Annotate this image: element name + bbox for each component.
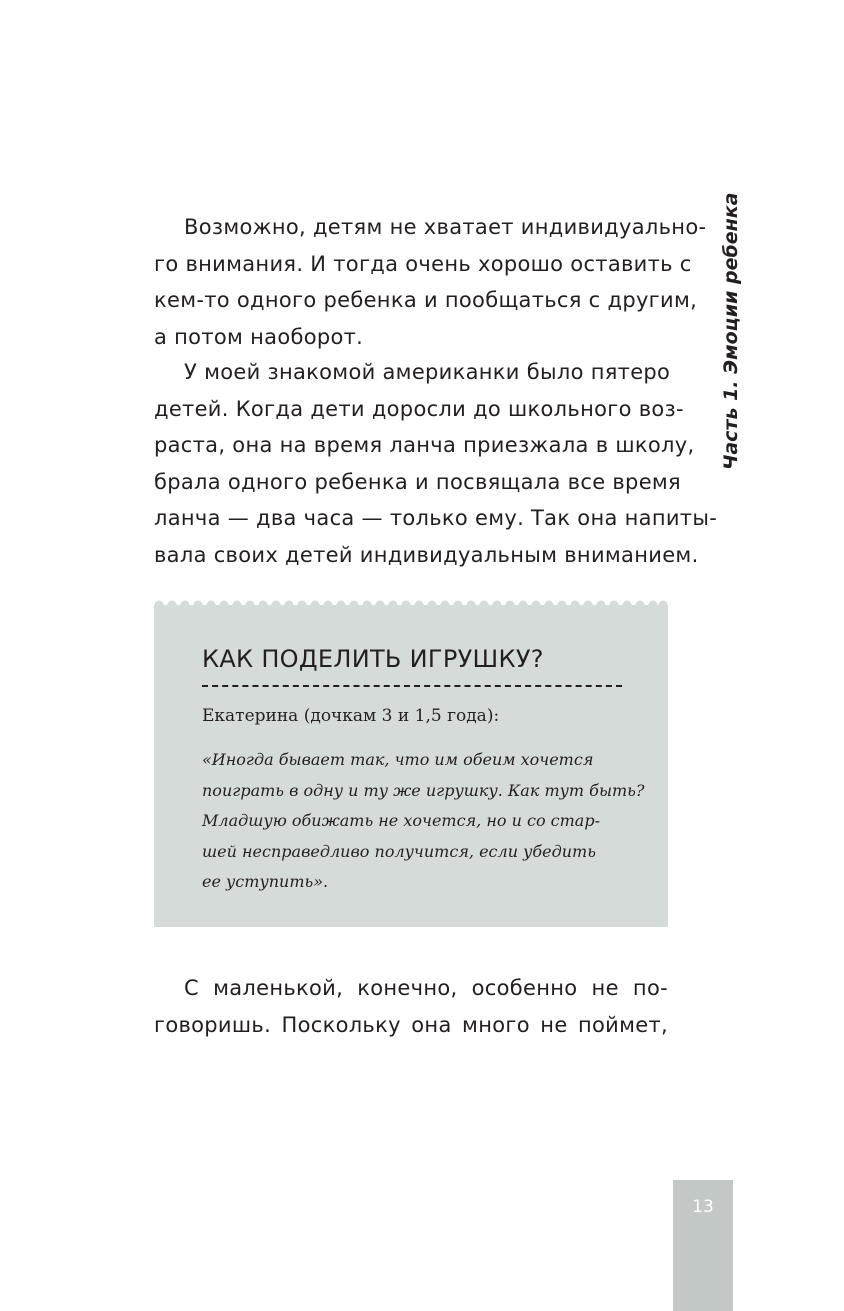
text-line: С маленькой, конечно, особенно не по- [184,976,668,1000]
text-line: раста, она на время ланча приезжала в школу, [154,433,695,457]
paragraph-1 [154,209,707,355]
text-line: У моей знакомой американки было пятеро [184,360,671,384]
paragraph-3 [154,970,668,1043]
text-line: Возможно, детям не хватает индивидуально- [184,215,707,239]
scalloped-edge [154,600,668,610]
quote-line: Младшую обижать не хочется, но и со стар- [202,811,600,830]
text-line: брала одного ребенка и посвящала все время [154,469,681,494]
text-line: детей. Когда дети доросли до школьного воз- [154,396,684,421]
note-title: КАК ПОДЕЛИТЬ ИГРУШКУ? [202,645,544,673]
dashed-divider [202,685,622,687]
quote-line: «Иногда бывает так, что им обеим хочется [202,750,594,769]
text-line: го внимания. И тогда очень хорошо оставить с [154,251,692,276]
text-line: ланча — два часа — только ему. Так она напиты- [154,506,718,530]
text-line: а потом наоборот. [154,324,364,349]
text-line: кем-то одного ребенка и пообщаться с другим, [154,288,698,312]
quote-line: ее уступить». [202,872,329,891]
note-quote [202,745,645,898]
note-box [154,605,668,927]
page-number: 13 [692,1197,714,1217]
note-author: Екатерина (дочкам 3 и 1,5 года): [202,706,500,726]
page-number-tab [673,1180,733,1311]
paragraph-2 [154,354,718,573]
text-line: говоришь. Поскольку она много не поймет, [154,1012,668,1037]
running-header: Часть 1. Эмоции ребенка [720,192,742,470]
quote-line: поиграть в одну и ту же игрушку. Как тут быть? [202,780,645,800]
quote-line: шей несправедливо получится, если убедить [202,841,596,861]
text-line: вала своих детей индивидуальным вниманием. [154,542,699,567]
